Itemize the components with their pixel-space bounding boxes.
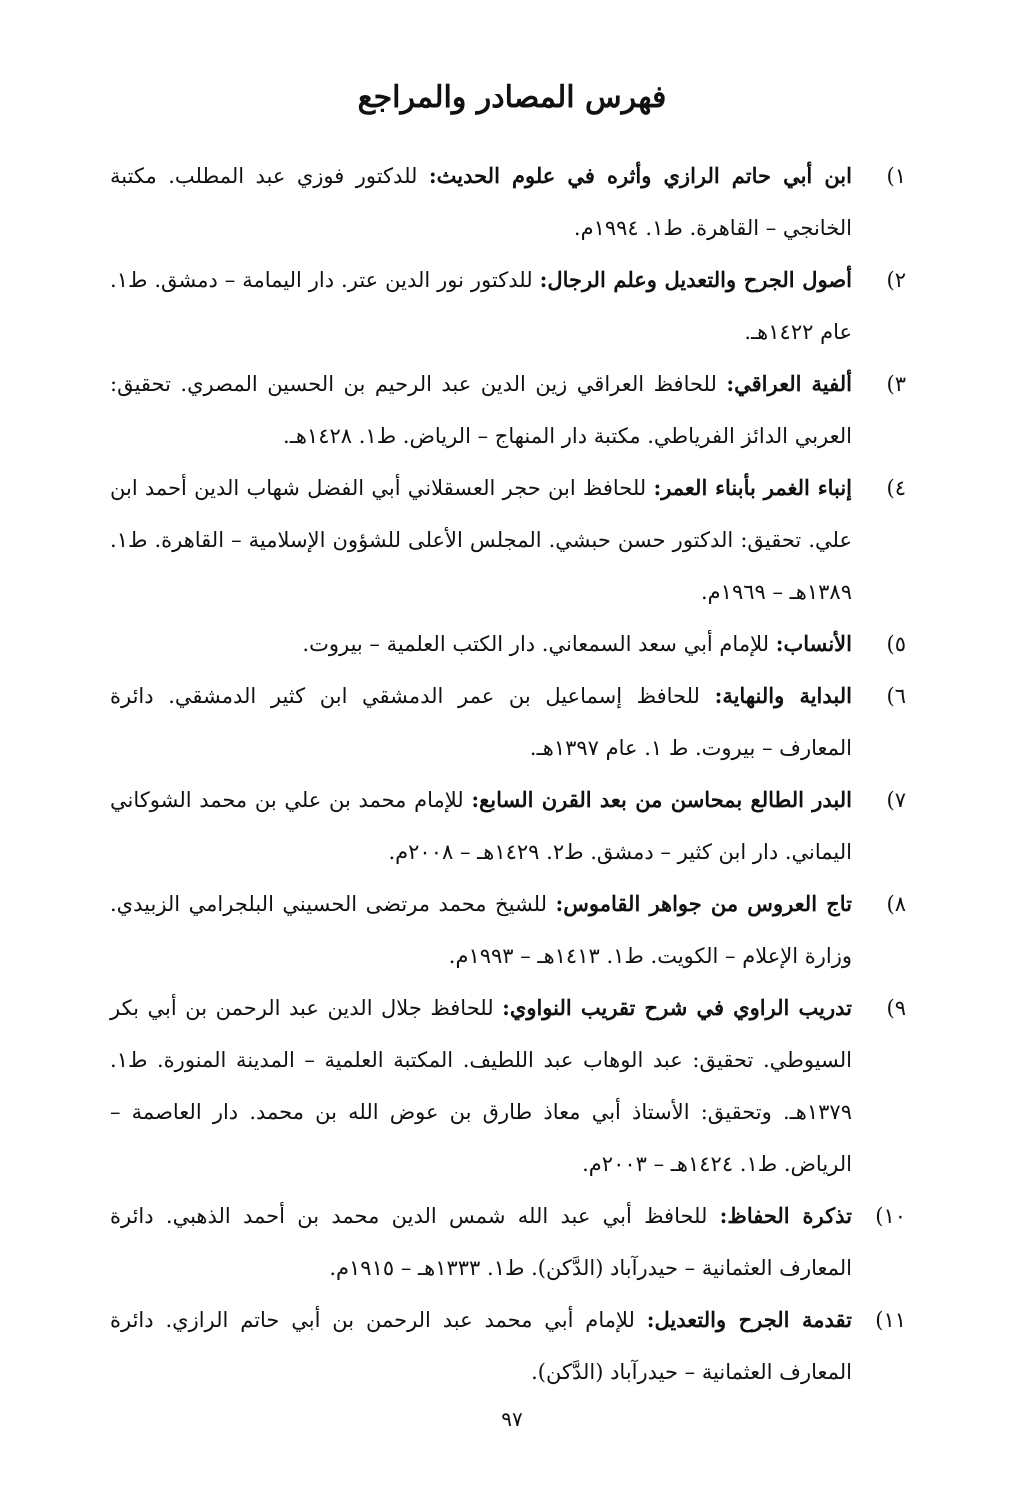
entry-details: للدكتور نور الدين عتر. دار اليمامة – دمشق. ط١. عام ١٤٢٢هـ.: [110, 268, 852, 344]
entry-details: للحافظ أبي عبد الله شمس الدين محمد بن أحمد الذهبي. دائرة المعارف العثمانية – حيدرآباد (الدَّكن). ط١. ١٣٣٣هـ – ١٩١٥م.: [110, 1204, 852, 1280]
entry-number: ٢): [886, 268, 906, 292]
entry-title: تدريب الراوي في شرح تقريب النواوي:: [502, 995, 852, 1020]
bibliography-entry-6: [110, 670, 914, 774]
entry-title: الأنساب:: [775, 631, 852, 656]
entry-title: ألفية العراقي:: [726, 371, 853, 396]
entry-details: للإمام أبي محمد عبد الرحمن بن أبي حاتم الرازي. دائرة المعارف العثمانية – حيدرآباد (الدَّكن).: [110, 1308, 852, 1384]
bibliography-entry-10: [110, 1190, 914, 1294]
entry-number: ٨): [886, 892, 906, 916]
document-page: [110, 0, 914, 1491]
entry-details: للحافظ جلال الدين عبد الرحمن بن أبي بكر السيوطي. تحقيق: عبد الوهاب عبد اللطيف. المكتبة العلمية – المدينة المنورة. ط١. ١٣٧٩هـ. وتحقيق: الأستاذ أبي معاذ طارق بن عوض الله بن محمد. دار العاصمة – الرياض. ط١. ١٤٢٤هـ – ٢٠٠٣م.: [110, 996, 852, 1176]
entry-details: للحافظ العراقي زين الدين عبد الرحيم بن الحسين المصري. تحقيق: العربي الدائز الفرياطي. مكتبة دار المنهاج – الرياض. ط١. ١٤٢٨هـ.: [110, 372, 852, 448]
page-number: ٩٧: [501, 1407, 523, 1431]
entry-title: أصول الجرح والتعديل وعلم الرجال:: [539, 267, 852, 292]
entry-number: ٧): [886, 788, 906, 812]
entry-number: ١): [886, 164, 906, 188]
entry-number: ١١): [875, 1308, 906, 1332]
entry-details: للشيخ محمد مرتضى الحسيني البلجرامي الزبيدي. وزارة الإعلام – الكويت. ط١. ١٤١٣هـ – ١٩٩٣م.: [110, 892, 852, 968]
bibliography-entry-3: [110, 358, 914, 462]
entry-details: للحافظ إسماعيل بن عمر الدمشقي ابن كثير الدمشقي. دائرة المعارف – بيروت. ط ١. عام ١٣٩٧هـ.: [110, 684, 852, 760]
bibliography-entry-5: [110, 618, 914, 670]
bibliography-entry-7: [110, 774, 914, 878]
entry-title: إنباء الغمر بأبناء العمر:: [653, 475, 852, 500]
entry-title: البدر الطالع بمحاسن من بعد القرن السابع:: [471, 787, 852, 812]
bibliography-entry-1: [110, 150, 914, 254]
bibliography-entry-4: [110, 462, 914, 618]
bibliography-entry-2: [110, 254, 914, 358]
entry-details: للإمام محمد بن علي بن محمد الشوكاني اليماني. دار ابن كثير – دمشق. ط٢. ١٤٢٩هـ – ٢٠٠٨م.: [110, 788, 852, 864]
entry-number: ٤): [886, 476, 906, 500]
entry-title: البداية والنهاية:: [714, 683, 852, 708]
entry-details: للدكتور فوزي عبد المطلب. مكتبة الخانجي – القاهرة. ط١. ١٩٩٤م.: [110, 164, 852, 240]
page-title: فهرس المصادر والمراجع: [357, 80, 667, 115]
entry-number: ٦): [886, 684, 906, 708]
entry-number: ١٠): [875, 1204, 906, 1228]
entry-title: تاج العروس من جواهر القاموس:: [555, 891, 852, 916]
entry-number: ٣): [886, 372, 906, 396]
entry-title: تقدمة الجرح والتعديل:: [646, 1307, 852, 1332]
bibliography-entry-9: [110, 982, 914, 1190]
entry-details: للإمام أبي سعد السمعاني. دار الكتب العلمية – بيروت.: [302, 632, 776, 656]
entry-title: تذكرة الحفاظ:: [719, 1203, 853, 1228]
entry-number: ٥): [886, 632, 906, 656]
bibliography-entry-8: [110, 878, 914, 982]
bibliography-entry-11: [110, 1294, 914, 1398]
entry-details: للحافظ ابن حجر العسقلاني أبي الفضل شهاب الدين أحمد ابن علي. تحقيق: الدكتور حسن حبشي. المجلس الأعلى للشؤون الإسلامية – القاهرة. ط١. ١٣٨٩هـ – ١٩٦٩م.: [110, 476, 852, 604]
entry-title: ابن أبي حاتم الرازي وأثره في علوم الحديث:: [428, 163, 852, 188]
entry-number: ٩): [886, 996, 906, 1020]
bibliography-list: [110, 150, 914, 1398]
